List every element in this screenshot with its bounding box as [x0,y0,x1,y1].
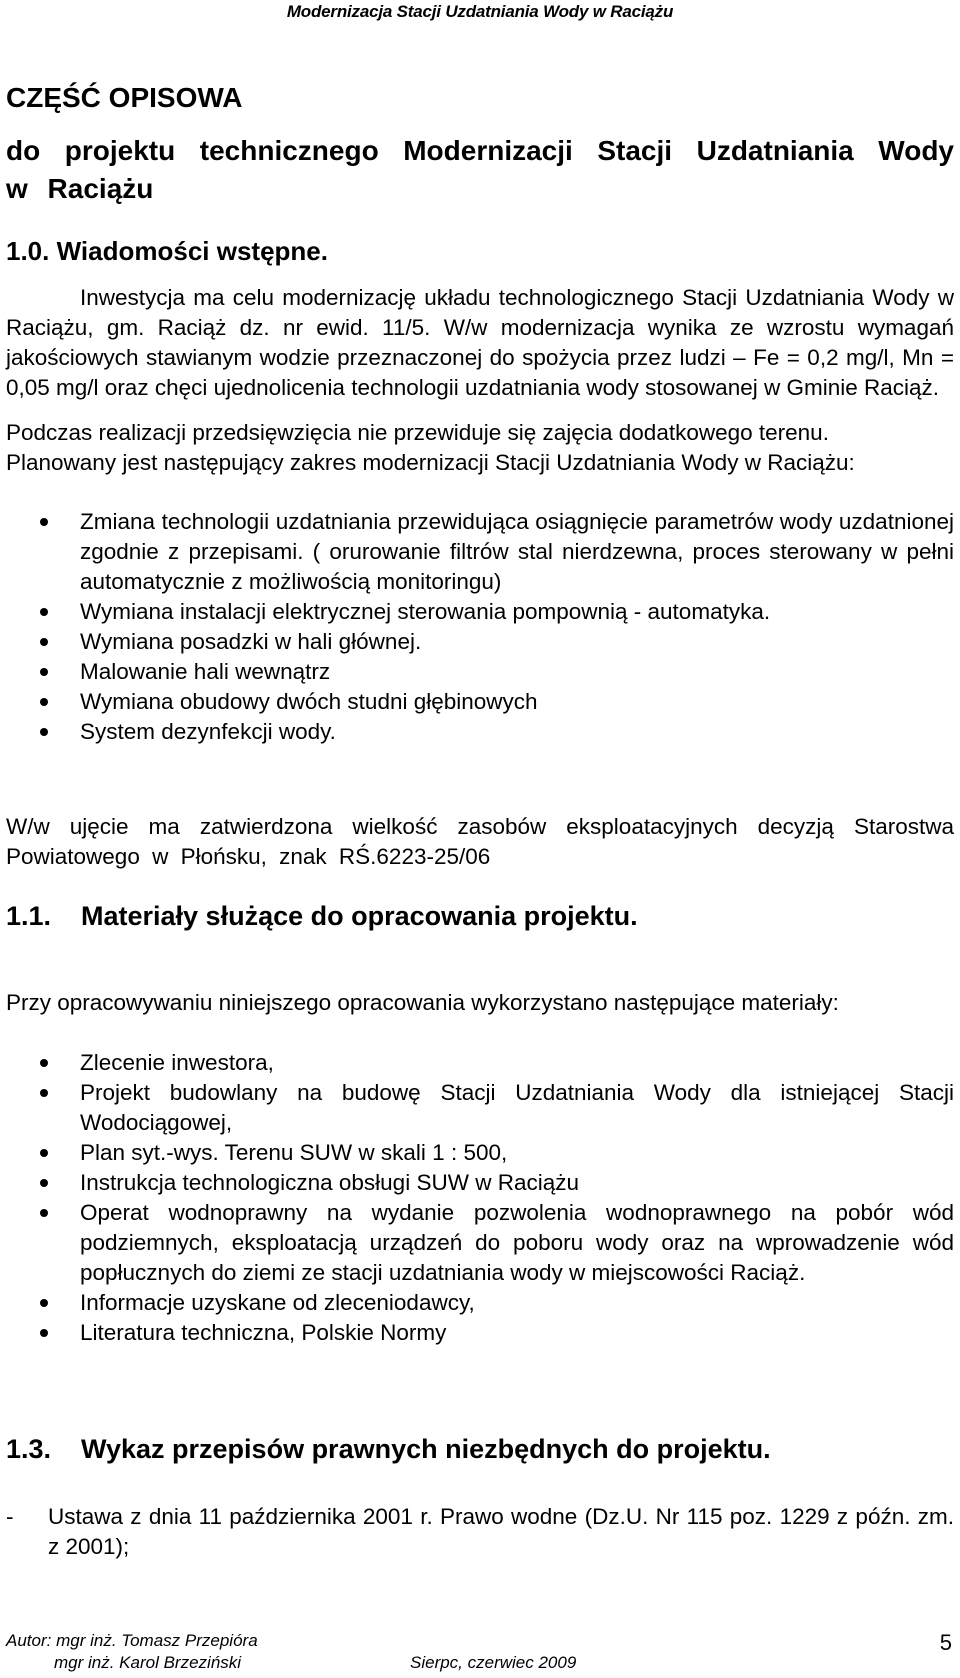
list-item: Wymiana posadzki w hali głównej. [6,627,954,657]
list-item: Instrukcja technologiczna obsługi SUW w Raciążu [6,1168,954,1198]
bullet-icon [40,518,48,526]
footer-authors [6,1630,258,1674]
section-number: 1.3. [6,1434,52,1464]
author-name: mgr inż. Tomasz Przepióra [56,1631,258,1650]
bullet-icon [40,1209,48,1217]
list-item: Wymiana obudowy dwóch studni głębinowych [6,687,954,717]
list-item: Literatura techniczna, Polskie Normy [6,1318,954,1348]
list-item: Projekt budowlany na budowę Stacji Uzdatniania Wody dla istniejącej Stacji Wodociągowej, [6,1078,954,1138]
dash-marker: - [6,1504,14,1529]
footer-place-date: Sierpc, czerwiec 2009 [410,1653,577,1672]
part-title: CZĘŚĆ OPISOWA [6,82,243,113]
bullet-icon [40,1059,48,1067]
section-heading-1-3 [6,1434,771,1465]
section-title: Wiadomości wstępne. [56,236,328,266]
regulations-list [6,1502,954,1562]
list-item: System dezynfekcji wody. [6,717,954,747]
list-item: Zmiana technologii uzdatniania przewidująca osiągnięcie parametrów wody uzdatnionej zgodnie z przepisami. ( orurowanie filtrów stal nierdzewna, proces sterowany w pełni automatycznie z możliwością monitoringu) [6,507,954,597]
bullet-icon [40,1179,48,1187]
document-subtitle: do projektu technicznego Modernizacji Stacji Uzdatniania Wody w Raciążu [6,135,954,204]
bullet-icon [40,1329,48,1337]
list-item: Plan syt.-wys. Terenu SUW w skali 1 : 500, [6,1138,954,1168]
page-number: 5 [939,1630,952,1655]
materials-intro-paragraph: Przy opracowywaniu niniejszego opracowania wykorzystano następujące materiały: [6,990,839,1015]
bullet-icon [40,1089,48,1097]
running-header: Modernizacja Stacji Uzdatniania Wody w Raciążu [286,2,674,21]
bullet-icon [40,668,48,676]
scope-list [6,507,954,747]
bullet-icon [40,1149,48,1157]
materials-list [6,1048,954,1348]
list-item: Zlecenie inwestora, [6,1048,954,1078]
list-item: Informacje uzyskane od zleceniodawcy, [6,1288,954,1318]
list-item: Operat wodnoprawny na wydanie pozwolenia wodnoprawnego na pobór wód podziemnych, eksploatacją urządzeń do poboru wody oraz na wprowadzenie wód popłucznych do ziemi ze stacji uzdatniania wody w miejscowości Raciąż. [6,1198,954,1288]
bullet-icon [40,638,48,646]
section-number: 1.1. [6,901,52,931]
list-item: Malowanie hali wewnątrz [6,657,954,687]
section-title: Wykaz przepisów prawnych niezbędnych do projektu. [81,1434,771,1464]
decision-paragraph: W/w ujęcie ma zatwierdzona wielkość zasobów eksploatacyjnych decyzją Starostwa Powiatowego w Płońsku, znak RŚ.6223-25/06 [6,814,954,869]
scope-intro-paragraph: Planowany jest następujący zakres modernizacji Stacji Uzdatniania Wody w Raciążu: [6,450,855,475]
bullet-icon [40,608,48,616]
land-paragraph: Podczas realizacji przedsięwzięcia nie przewiduje się zajęcia dodatkowego terenu. [6,420,829,445]
list-item: - Ustawa z dnia 11 października 2001 r. Prawo wodne (Dz.U. Nr 115 poz. 1229 z późn. zm. z 2001); [6,1504,954,1559]
author-name: mgr inż. Karol Brzeziński [54,1653,242,1672]
author-label: Autor: [6,1631,52,1650]
intro-paragraph: Inwestycja ma celu modernizację układu technologicznego Stacji Uzdatniania Wody w Raciążu, gm. Raciąż dz. nr ewid. 11/5. W/w modernizacja wynika ze wzrostu wymagań jakościowych stawianym wodzie przeznaczonej do spożycia przez ludzi – Fe = 0,2 mg/l, Mn = 0,05 mg/l oraz chęci ujednolicenia technologii uzdatniania wody stosowanej w Gminie Raciąż. [6,285,954,400]
list-item: Wymiana instalacji elektrycznej sterowania pompownią - automatyka. [6,597,954,627]
bullet-icon [40,698,48,706]
bullet-icon [40,728,48,736]
bullet-icon [40,1299,48,1307]
section-number: 1.0. [6,236,50,266]
section-heading-1-1 [6,901,638,932]
section-heading-1-0 [6,236,328,267]
section-title: Materiały służące do opracowania projektu. [81,901,638,931]
